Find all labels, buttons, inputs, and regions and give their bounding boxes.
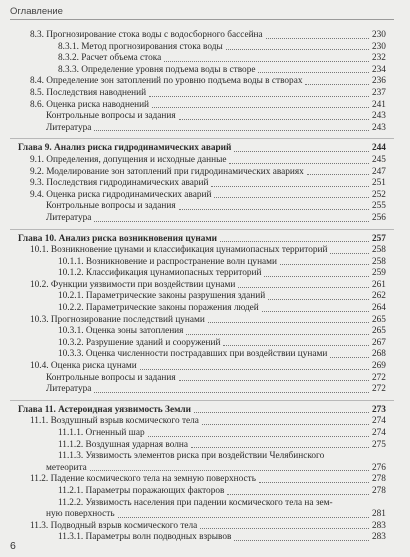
- toc-entry-title: 11.1.1. Огненный шар: [58, 428, 145, 438]
- dot-leader: [258, 72, 369, 73]
- dot-leader: [179, 380, 369, 381]
- toc-entry-page: 241: [372, 99, 386, 110]
- toc-entry-page: 245: [372, 154, 386, 165]
- toc-entry[interactable]: [0, 190, 410, 202]
- toc-entry[interactable]: [0, 42, 410, 54]
- toc-entry[interactable]: [0, 53, 410, 65]
- toc-entry-title: 11.2. Падение космического тела на земную поверхность: [30, 474, 256, 485]
- dot-leader: [234, 540, 369, 541]
- toc-entry-title: 9.3. Последствия гидродинамических аварий: [30, 178, 209, 189]
- dot-leader: [238, 287, 369, 288]
- toc-entry-title: 9.4. Оценка риска гидродинамических аварий: [30, 189, 212, 200]
- toc-entry-title: Глава 9. Анализ риска гидродинамических аварий: [18, 143, 232, 154]
- toc-entry-title: 9.2. Моделирование зон затоплений при гидродинамических авариях: [30, 166, 304, 177]
- toc-entry-page: 262: [372, 291, 386, 302]
- toc-entry-page: 237: [372, 87, 386, 98]
- toc-entry-title: ную поверхность: [46, 509, 115, 520]
- dot-leader: [94, 392, 369, 393]
- toc-entry-title: 11.1.3. Уязвимость элементов риска при воздействии Челябинского: [58, 451, 325, 462]
- toc-entry[interactable]: [0, 440, 410, 452]
- toc-entry-title: 8.6. Оценка риска наводнений: [30, 99, 150, 110]
- toc-entry[interactable]: [0, 76, 410, 88]
- toc-entry-title: 10.2.2. Параметрические законы поражения людей: [58, 303, 259, 314]
- toc-entry-title: Литература: [46, 384, 92, 395]
- toc-entry-title: Контрольные вопросы и задания: [46, 111, 176, 122]
- toc-entry[interactable]: [0, 373, 410, 385]
- toc-chapter-entry[interactable]: [0, 405, 410, 417]
- toc-entry[interactable]: [0, 463, 410, 475]
- toc-entry[interactable]: [0, 486, 410, 498]
- toc-entry[interactable]: [0, 178, 410, 190]
- toc-entry-title: Глава 10. Анализ риска возникновения цунами: [18, 233, 218, 244]
- toc-entry-page: 232: [372, 53, 386, 64]
- dot-leader: [214, 197, 369, 198]
- toc-entry-title: 8.5. Последствия наводнений: [30, 87, 147, 98]
- section-divider: [10, 138, 394, 139]
- toc-entry-page: 230: [372, 41, 386, 52]
- toc-entry-title: 8.3.2. Расчет объема стока: [58, 53, 162, 64]
- toc-entry-page: 261: [372, 279, 386, 290]
- toc-entry-page: 283: [372, 532, 386, 543]
- toc-entry-page: 264: [372, 303, 386, 314]
- toc-entry-title: 11.1.2. Воздушная ударная волна: [58, 439, 189, 450]
- dot-leader: [229, 163, 369, 164]
- toc-entry[interactable]: [0, 291, 410, 303]
- dot-leader: [164, 61, 369, 62]
- running-header: Оглавление: [10, 6, 63, 17]
- toc-entry-title: 10.3.1. Оценка зоны затопления: [58, 326, 184, 337]
- toc-entry-title: 10.3.2. Разрушение зданий и сооружений: [58, 337, 221, 348]
- dot-leader: [90, 470, 369, 471]
- toc-entry-title: 10.1.2. Классификация цунамиопасных территорий: [58, 268, 262, 279]
- dot-leader: [227, 494, 369, 495]
- toc-entry[interactable]: [0, 474, 410, 486]
- toc-entry-title: 8.4. Определение зон затоплений по уровню подъема воды в створах: [30, 76, 303, 87]
- toc-entry-page: 244: [372, 143, 386, 154]
- header-divider: [10, 19, 394, 20]
- toc-entry-title: Литература: [46, 122, 92, 133]
- toc-entry-page: 283: [372, 520, 386, 531]
- toc-entry[interactable]: [0, 280, 410, 292]
- toc-entry-title: 8.3. Прогнозирование стока воды с водосборного бассейна: [30, 30, 263, 40]
- dot-leader: [149, 96, 369, 97]
- dot-leader: [200, 528, 369, 529]
- dot-leader: [330, 253, 369, 254]
- toc-entry-title: 10.3. Прогнозирование последствий цунами: [30, 314, 205, 325]
- toc-entry[interactable]: [0, 88, 410, 100]
- toc-entry-title: 11.3.1. Параметры волн подводных взрывов: [58, 532, 232, 543]
- toc-entry[interactable]: [0, 257, 410, 269]
- dot-leader: [330, 357, 369, 358]
- toc-entry-page: 259: [372, 268, 386, 279]
- toc-entry-page: 265: [372, 326, 386, 337]
- toc-entry[interactable]: [0, 451, 410, 463]
- toc-entry-page: 256: [372, 212, 386, 223]
- dot-leader: [266, 38, 369, 39]
- toc-entry-title: 11.1. Воздушный взрыв космического тела: [30, 416, 199, 427]
- toc-entry-title: 11.2.1. Параметры поражающих факторов: [58, 485, 225, 496]
- table-of-contents: [0, 30, 410, 544]
- dot-leader: [148, 436, 369, 437]
- dot-leader: [140, 369, 369, 370]
- toc-entry-title: Глава 11. Астероидная уязвимость Земли: [18, 404, 191, 415]
- toc-chapter-entry[interactable]: [0, 143, 410, 155]
- toc-entry[interactable]: [0, 123, 410, 135]
- toc-entry[interactable]: [0, 30, 410, 42]
- toc-entry[interactable]: [0, 338, 410, 350]
- dot-leader: [223, 345, 369, 346]
- dot-leader: [179, 209, 369, 210]
- toc-entry[interactable]: [0, 100, 410, 112]
- toc-entry[interactable]: [0, 532, 410, 544]
- toc-entry-page: 272: [372, 384, 386, 395]
- toc-entry[interactable]: [0, 268, 410, 280]
- dot-leader: [280, 264, 369, 265]
- toc-entry-page: 257: [372, 233, 386, 244]
- toc-entry-page: 274: [372, 428, 386, 438]
- dot-leader: [194, 412, 369, 413]
- toc-entry-page: 230: [372, 30, 386, 40]
- toc-entry-title: Контрольные вопросы и задания: [46, 201, 176, 212]
- toc-chapter-entry[interactable]: [0, 234, 410, 246]
- toc-entry-page: 243: [372, 111, 386, 122]
- toc-entry-title: 10.3.3. Оценка численности пострадавших при воздействии цунами: [58, 349, 328, 360]
- dot-leader: [191, 447, 369, 448]
- dot-leader: [264, 276, 369, 277]
- toc-entry-page: 273: [372, 404, 386, 415]
- toc-entry-page: 243: [372, 122, 386, 133]
- section-divider: [10, 400, 394, 401]
- toc-entry-page: 278: [372, 485, 386, 496]
- toc-entry[interactable]: [0, 349, 410, 361]
- toc-entry[interactable]: [0, 155, 410, 167]
- toc-entry[interactable]: [0, 384, 410, 396]
- toc-entry[interactable]: [0, 65, 410, 77]
- toc-entry-page: 276: [372, 462, 386, 473]
- toc-entry[interactable]: [0, 213, 410, 225]
- toc-entry-title: Литература: [46, 212, 92, 223]
- toc-entry-title: метеорита: [46, 462, 87, 473]
- toc-entry-page: 258: [372, 245, 386, 256]
- toc-entry[interactable]: [0, 303, 410, 315]
- dot-leader: [118, 517, 369, 518]
- toc-entry-title: 10.2.1. Параметрические законы разрушения зданий: [58, 291, 266, 302]
- dot-leader: [234, 151, 369, 152]
- toc-entry-page: 255: [372, 201, 386, 212]
- dot-leader: [268, 299, 369, 300]
- dot-leader: [226, 49, 369, 50]
- toc-entry[interactable]: [0, 428, 410, 440]
- toc-entry-page: 275: [372, 439, 386, 450]
- toc-entry[interactable]: [0, 111, 410, 123]
- toc-entry-title: 8.3.3. Определение уровня подъема воды в створе: [58, 64, 256, 75]
- toc-entry-title: 8.3.1. Метод прогнозирования стока воды: [58, 41, 223, 52]
- toc-entry-page: 272: [372, 372, 386, 383]
- toc-entry-page: 274: [372, 416, 386, 427]
- toc-entry[interactable]: [0, 245, 410, 257]
- toc-entry[interactable]: [0, 201, 410, 213]
- dot-leader: [220, 241, 369, 242]
- toc-entry-title: 10.2. Функции уязвимости при воздействии цунами: [30, 279, 236, 290]
- dot-leader: [202, 424, 369, 425]
- toc-entry-title: Контрольные вопросы и задания: [46, 372, 176, 383]
- dot-leader: [152, 107, 369, 108]
- toc-entry[interactable]: [0, 416, 410, 428]
- toc-entry-page: 252: [372, 189, 386, 200]
- toc-entry[interactable]: [0, 167, 410, 179]
- toc-entry-title: 9.1. Определения, допущения и исходные данные: [30, 154, 227, 165]
- toc-entry-page: 234: [372, 64, 386, 75]
- toc-entry-title: 11.3. Подводный взрыв космического тела: [30, 520, 198, 531]
- dot-leader: [305, 84, 369, 85]
- toc-entry[interactable]: [0, 498, 410, 510]
- toc-entry-page: 281: [372, 509, 386, 520]
- toc-entry-title: 11.2.2. Уязвимость населения при падении космического тела на зем-: [58, 497, 333, 508]
- dot-leader: [259, 482, 369, 483]
- dot-leader: [262, 311, 369, 312]
- dot-leader: [94, 130, 369, 131]
- toc-entry-title: 10.1.1. Возникновение и распространение волн цунами: [58, 256, 278, 267]
- dot-leader: [211, 186, 369, 187]
- toc-entry-title: 10.4. Оценка риска цунами: [30, 361, 137, 372]
- toc-entry-page: 268: [372, 349, 386, 360]
- page-number: 6: [10, 540, 16, 552]
- toc-entry[interactable]: [0, 521, 410, 533]
- dot-leader: [179, 119, 369, 120]
- toc-entry-page: 265: [372, 314, 386, 325]
- toc-entry-page: 247: [372, 166, 386, 177]
- dot-leader: [208, 322, 369, 323]
- toc-entry[interactable]: [0, 315, 410, 327]
- dot-leader: [94, 221, 369, 222]
- toc-entry-page: 251: [372, 178, 386, 189]
- toc-entry[interactable]: [0, 509, 410, 521]
- section-divider: [10, 229, 394, 230]
- dot-leader: [186, 334, 369, 335]
- dot-leader: [307, 174, 369, 175]
- toc-entry-title: 10.1. Возникновение цунами и классификация цунамиопасных территорий: [30, 245, 328, 256]
- toc-entry-page: 278: [372, 474, 386, 485]
- toc-entry-page: 269: [372, 361, 386, 372]
- toc-entry-page: 258: [372, 256, 386, 267]
- toc-entry[interactable]: [0, 326, 410, 338]
- toc-entry-page: 267: [372, 337, 386, 348]
- toc-entry-page: 236: [372, 76, 386, 87]
- toc-entry[interactable]: [0, 361, 410, 373]
